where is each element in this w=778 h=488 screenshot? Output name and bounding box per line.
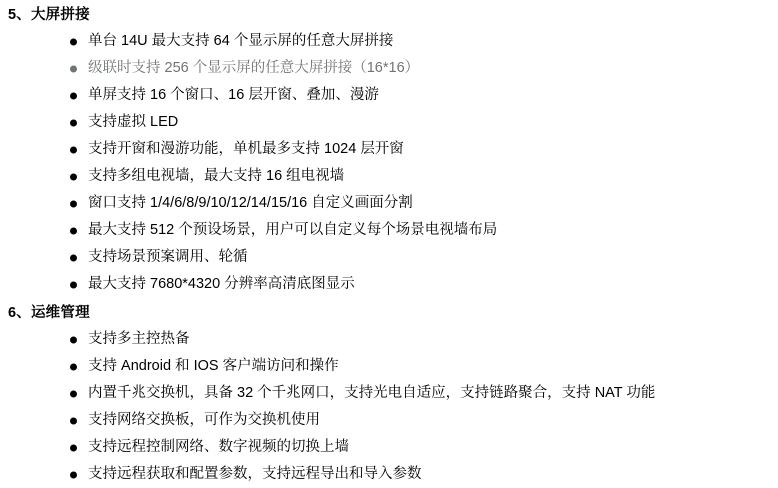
list-item [0,217,778,244]
list-item [0,82,778,109]
list-item-label: 最大支持 512 个预设场景，用户可以自定义每个场景电视墙布局 [88,222,498,238]
section-heading: 6、运维管理 [8,305,90,321]
bullet-dot-icon [70,281,77,288]
list-item [0,380,778,407]
bullet-dot-icon [70,173,77,180]
list-item [0,244,778,271]
list-item [0,461,778,488]
list-item [0,271,778,298]
list-item-label: 支持远程控制网络、数字视频的切换上墙 [88,439,349,455]
list-item [0,353,778,380]
list-item-label: 支持多主控热备 [88,331,190,347]
document-page [0,5,778,488]
bullet-dot-icon [70,444,77,451]
document-section [0,5,778,298]
list-item-label: 级联时支持 256 个显示屏的任意大屏拼接（16*16） [88,60,420,76]
list-item [0,434,778,461]
list-item [0,136,778,163]
list-item-label: 窗口支持 1/4/6/8/9/10/12/14/15/16 自定义画面分割 [88,195,413,211]
bullet-dot-icon [70,417,77,424]
list-item-label: 支持虚拟 LED [88,114,179,130]
bullet-list [0,28,778,298]
list-item [0,326,778,353]
bullet-dot-icon [70,363,77,370]
list-item [0,55,778,82]
bullet-dot-icon [70,119,77,126]
bullet-list [0,326,778,488]
list-item-label: 支持开窗和漫游功能，单机最多支持 1024 层开窗 [88,141,404,157]
list-item [0,163,778,190]
bullet-dot-icon [70,38,77,45]
list-item [0,190,778,217]
list-item-label: 支持 Android 和 IOS 客户端访问和操作 [88,358,339,374]
bullet-dot-icon [70,471,77,478]
list-item [0,28,778,55]
list-item-label: 内置千兆交换机，具备 32 个千兆网口，支持光电自适应，支持链路聚合，支持 NAT 功能 [88,385,656,401]
list-item-label: 支持场景预案调用、轮循 [88,249,248,265]
document-section [0,303,778,488]
list-item-label: 支持网络交换板，可作为交换机使用 [88,412,320,428]
section-heading: 5、大屏拼接 [8,7,90,23]
bullet-dot-icon [70,200,77,207]
bullet-dot-icon [70,336,77,343]
bullet-dot-icon [70,92,77,99]
bullet-dot-icon [70,227,77,234]
bullet-dot-icon [70,254,77,261]
list-item [0,407,778,434]
list-item-label: 单台 14U 最大支持 64 个显示屏的任意大屏拼接 [88,33,394,49]
bullet-dot-icon [70,65,77,72]
bullet-dot-icon [70,390,77,397]
list-item-label: 支持多组电视墙，最大支持 16 组电视墙 [88,168,345,184]
list-item-label: 最大支持 7680*4320 分辨率高清底图显示 [88,276,355,292]
list-item [0,109,778,136]
bullet-dot-icon [70,146,77,153]
list-item-label: 支持远程获取和配置参数，支持远程导出和导入参数 [88,466,422,482]
document-body [0,5,778,488]
list-item-label: 单屏支持 16 个窗口、16 层开窗、叠加、漫游 [88,87,379,103]
